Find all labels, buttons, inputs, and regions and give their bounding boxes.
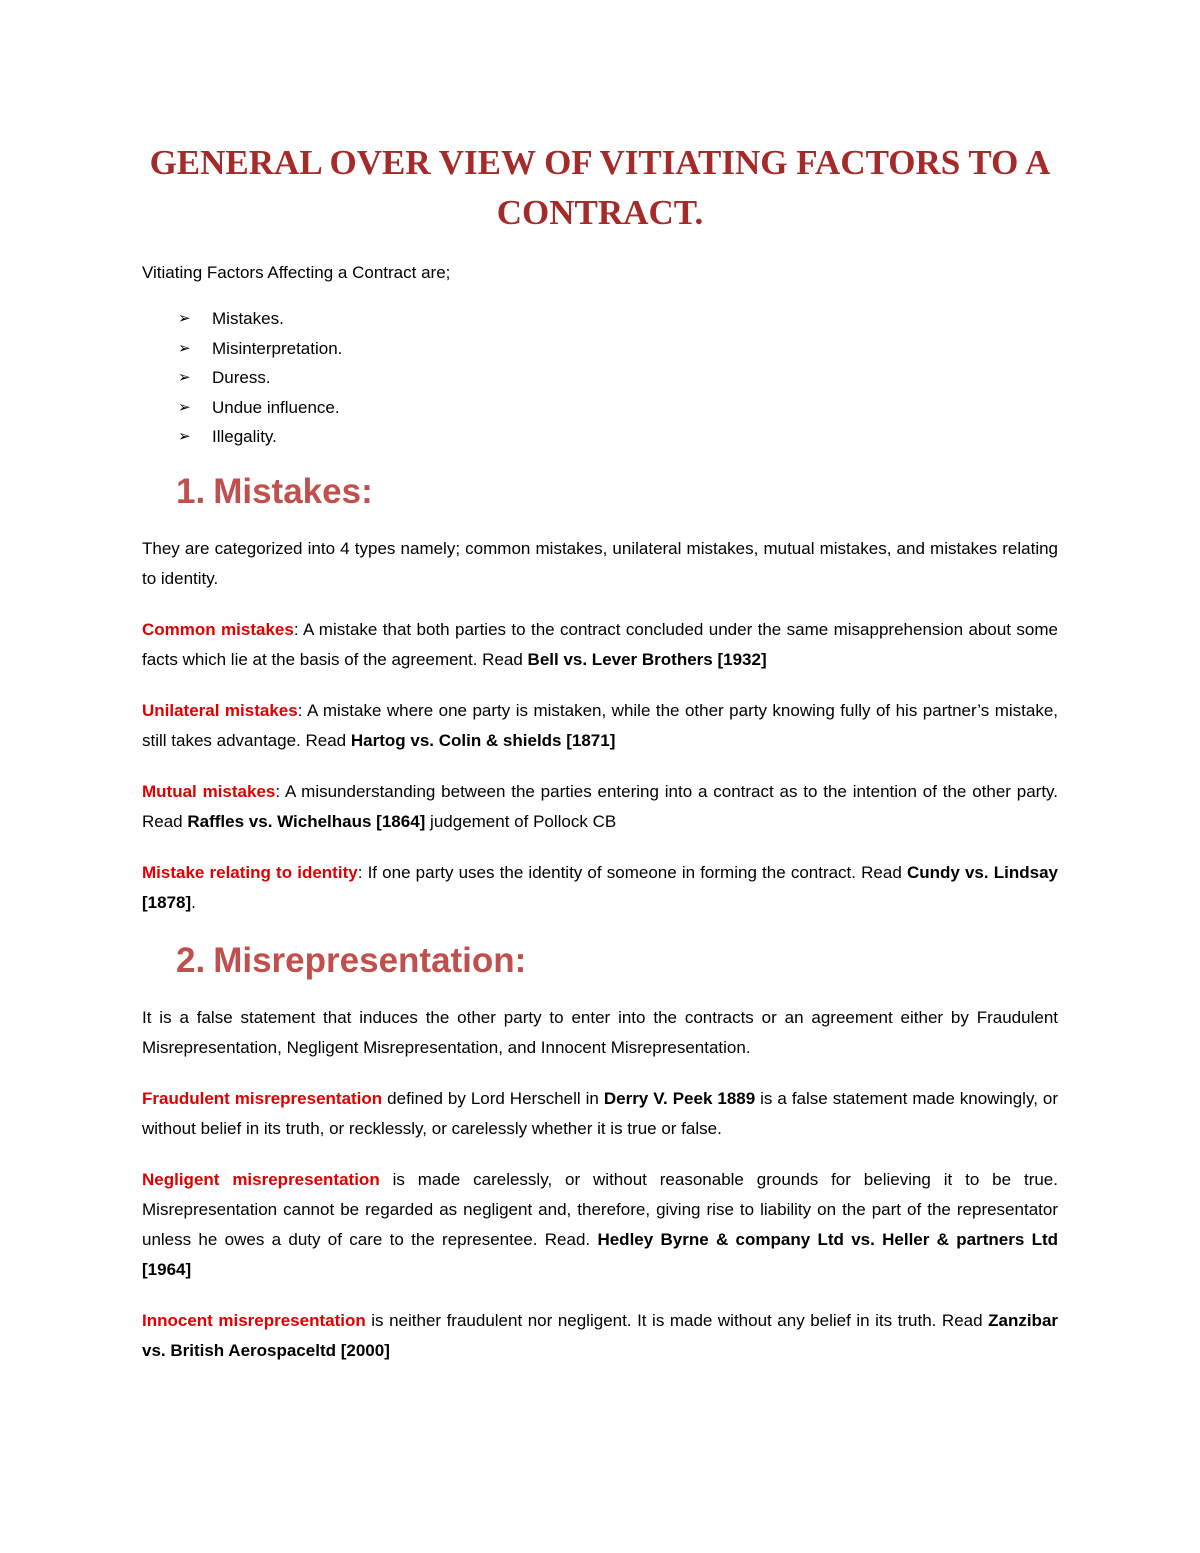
case-citation: Cundy vs. Lindsay [1878] bbox=[142, 862, 1058, 912]
list-item bbox=[142, 334, 1058, 364]
paragraph-innocent: Innocent misrepresentation is neither fraudulent nor negligent. It is made without any belief in its truth. Read Zanzibar vs. British Aerospaceltd [2000] bbox=[142, 1310, 1059, 1360]
list-item bbox=[142, 422, 1058, 452]
paragraph-mutual-mistakes: Mutual mistakes: A misunderstanding between the parties entering into a contract as to the intention of the other party. Read Raffles vs. Wichelhaus [1864] judgement of Pollock CB bbox=[142, 781, 1059, 831]
list-item-label: Misinterpretation. bbox=[212, 338, 343, 358]
arrowhead-bullet-icon: ➢ bbox=[178, 428, 191, 445]
intro-text: Vitiating Factors Affecting a Contract are; bbox=[142, 263, 451, 282]
term-common-mistakes: Common mistakes bbox=[142, 619, 294, 639]
term-innocent: Innocent misrepresentation bbox=[142, 1310, 366, 1330]
vitiating-factors-list bbox=[142, 304, 1058, 452]
paragraph-negligent: Negligent misrepresentation is made carelessly, or without reasonable grounds for believing it to be true. Misrepresentation cannot be regarded as negligent and, therefore, giving rise to liability on the part of the representator unless he owes a duty of care to the representee. Read. Hedley Byrne & company Ltd vs. Heller & partners Ltd [1964] bbox=[142, 1169, 1058, 1279]
section-heading-misrepresentation bbox=[142, 939, 1058, 983]
arrowhead-bullet-icon: ➢ bbox=[178, 369, 191, 386]
section-number: 2. bbox=[176, 940, 206, 980]
paragraph-mistake-identity: Mistake relating to identity: If one party uses the identity of someone in forming the contract. Read Cundy vs. Lindsay [1878]. bbox=[142, 862, 1058, 912]
term-fraudulent: Fraudulent misrepresentation bbox=[142, 1088, 383, 1108]
list-item bbox=[142, 393, 1058, 423]
arrowhead-bullet-icon: ➢ bbox=[178, 310, 191, 327]
list-item-label: Illegality. bbox=[212, 427, 277, 446]
list-item-label: Duress. bbox=[212, 368, 271, 387]
list-item-label: Undue influence. bbox=[212, 397, 340, 417]
mistakes-intro: They are categorized into 4 types namely; common mistakes, unilateral mistakes, mutual mistakes, and mistakes relating to identity. bbox=[142, 538, 1058, 588]
term-negligent: Negligent misrepresentation bbox=[142, 1169, 380, 1189]
case-citation: Zanzibar vs. British Aerospaceltd [2000] bbox=[142, 1310, 1059, 1360]
term-mutual-mistakes: Mutual mistakes bbox=[142, 781, 276, 801]
section-title: Mistakes: bbox=[213, 471, 373, 511]
section-heading-mistakes bbox=[142, 470, 1058, 514]
misrepresentation-intro: It is a false statement that induces the other party to enter into the contracts or an agreement either by Fraudulent Misrepresentation, Negligent Misrepresentation, and Innocent Misrepresentation. bbox=[142, 1007, 1058, 1057]
case-citation: Raffles vs. Wichelhaus [1864] bbox=[187, 811, 426, 831]
section-title: Misrepresentation: bbox=[213, 940, 527, 980]
paragraph-fraudulent: Fraudulent misrepresentation defined by Lord Herschell in Derry V. Peek 1889 is a false statement made knowingly, or without belief in its truth, or recklessly, or carelessly whether it is true or false. bbox=[142, 1088, 1059, 1138]
case-citation: Derry V. Peek 1889 bbox=[603, 1088, 756, 1108]
term-mistake-identity: Mistake relating to identity bbox=[142, 862, 358, 882]
case-citation: Hartog vs. Colin & shields [1871] bbox=[350, 730, 616, 750]
document-body bbox=[142, 138, 1058, 1387]
paragraph-common-mistakes: Common mistakes: A mistake that both parties to the contract concluded under the same misapprehension about some facts which lie at the basis of the agreement. Read Bell vs. Lever Brothers [1932] bbox=[142, 619, 1058, 669]
case-citation: Hedley Byrne & company Ltd vs. Heller & partners Ltd [1964] bbox=[142, 1229, 1058, 1279]
case-citation: Bell vs. Lever Brothers [1932] bbox=[527, 649, 767, 669]
document-title: GENERAL OVER VIEW OF VITIATING FACTORS TO A CONTRACT. bbox=[149, 143, 1051, 232]
arrowhead-bullet-icon: ➢ bbox=[178, 398, 191, 416]
list-item bbox=[142, 304, 1058, 334]
arrowhead-bullet-icon: ➢ bbox=[178, 339, 191, 357]
paragraph-unilateral-mistakes: Unilateral mistakes: A mistake where one party is mistaken, while the other party knowing fully of his partner’s mistake, still takes advantage. Read Hartog vs. Colin & shields [1871] bbox=[142, 700, 1059, 750]
list-item-label: Mistakes. bbox=[212, 309, 284, 328]
section-number: 1. bbox=[176, 471, 206, 511]
term-unilateral-mistakes: Unilateral mistakes bbox=[142, 700, 298, 720]
list-item bbox=[142, 363, 1058, 393]
